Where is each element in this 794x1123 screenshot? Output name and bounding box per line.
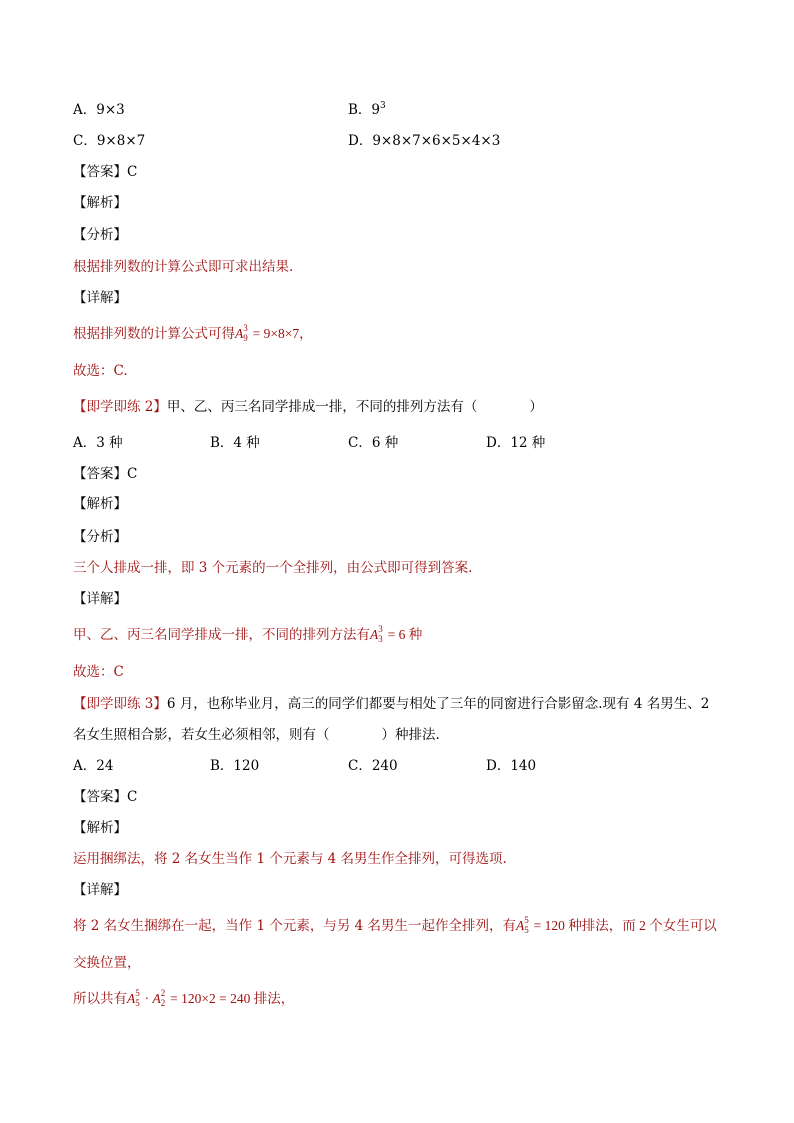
- q1-option-d: D．9×8×7×6×5×4×3: [348, 133, 501, 149]
- q1-option-c: C．9×8×7: [73, 133, 146, 149]
- q3-option-b: B．120: [210, 758, 260, 774]
- q3-detail3-sup2: 2: [160, 988, 166, 998]
- q3-detail3-a2: A: [152, 991, 161, 1006]
- q3-detail2: 交换位置，: [73, 955, 141, 971]
- q3-jiexi-text: 运用捆绑法，将 2 名女生当作 1 个元素与 4 名男生作全排列，可得选项.: [73, 851, 507, 867]
- q2-answer: 【答案】C: [73, 466, 138, 482]
- q2-formula-a: A: [370, 627, 379, 642]
- q2-formula-rhs: = 6 种: [384, 627, 423, 642]
- q2-option-d: D．12 种: [486, 435, 546, 451]
- q3-stem-line1: [73, 694, 709, 714]
- q1-option-b-base: B．9: [348, 102, 381, 118]
- q1-formula: [235, 323, 313, 343]
- q1-detail-prefix: 根据排列数的计算公式可得: [73, 326, 235, 342]
- q3-stem-line1-text: 6 月，也称毕业月，高三的同学们都要与相处了三年的同窗进行合影留念.现有 4 名男生、2: [166, 696, 710, 712]
- q3-stem-line2-text: 名女生照相合影，若女生必须相邻，则有（: [73, 727, 330, 743]
- q2-option-a: A．3 种: [73, 435, 123, 451]
- q3-stem-line2-close: ）种排法.: [381, 727, 440, 743]
- q2-stem-close: ）: [529, 399, 543, 415]
- q2-fenxi-heading: 【分析】: [73, 529, 127, 545]
- q3-detail3-sup1: 5: [135, 988, 140, 998]
- q1-formula-sup: 3: [243, 323, 248, 333]
- q3-detail1-rhs: = 120 种排法，而 2 个女生可以: [530, 918, 717, 933]
- q3-detail3-prefix: 所以共有: [73, 991, 127, 1007]
- q3-detail3-a1: A: [127, 991, 136, 1006]
- q3-detail1-sup: 5: [524, 915, 529, 925]
- q2-jiexi-heading: 【解析】: [73, 496, 127, 512]
- q2-option-c: C．6 种: [348, 435, 399, 451]
- q3-answer: 【答案】C: [73, 789, 138, 805]
- q2-formula-sup: 3: [378, 624, 383, 634]
- q1-formula-a: A: [235, 326, 244, 341]
- q1-xiangjie-heading: 【详解】: [73, 290, 127, 306]
- q2-conclusion: 故选：C: [73, 664, 124, 680]
- q3-option-c: C．240: [348, 758, 398, 774]
- q2-formula-sub: 3: [378, 634, 383, 644]
- q2-formula: [370, 624, 423, 644]
- q1-conclusion: 故选：C.: [73, 363, 128, 379]
- q3-detail3: [73, 989, 294, 1009]
- q3-detail3-dot: ·: [141, 991, 153, 1006]
- q1-detail: [73, 324, 313, 344]
- q3-jiexi-heading: 【解析】: [73, 820, 127, 836]
- q1-option-b: [348, 100, 386, 120]
- q2-xiangjie-heading: 【详解】: [73, 591, 127, 607]
- q3-stem-line2: [73, 725, 440, 745]
- q1-answer: 【答案】C: [73, 164, 138, 180]
- q2-fenxi-text: 三个人排成一排，即 3 个元素的一个全排列，由公式即可得到答案.: [73, 560, 473, 576]
- q2-tag: 【即学即练 2】: [73, 399, 167, 415]
- q3-detail1-a: A: [516, 918, 525, 933]
- q2-option-b: B．4 种: [210, 435, 260, 451]
- q3-option-d: D．140: [486, 758, 537, 774]
- q1-jiexi-heading: 【解析】: [73, 195, 127, 211]
- q2-detail: [73, 625, 422, 645]
- q3-detail3-sub1: 5: [135, 998, 140, 1008]
- q3-detail1: [73, 916, 717, 936]
- q1-option-b-exponent: 3: [380, 101, 386, 111]
- q2-detail-prefix: 甲、乙、丙三名同学排成一排，不同的排列方法有: [73, 627, 370, 643]
- q1-formula-rhs: = 9×8×7，: [249, 326, 313, 341]
- q3-xiangjie-heading: 【详解】: [73, 882, 127, 898]
- q3-detail3-formula: [127, 988, 295, 1008]
- q3-tag: 【即学即练 3】: [73, 696, 167, 712]
- q3-detail1-prefix: 将 2 名女生捆绑在一起，当作 1 个元素，与另 4 名男生一起作全排列，有: [73, 918, 517, 934]
- q3-detail1-sub: 5: [524, 925, 529, 935]
- q3-detail3-sub2: 2: [160, 998, 166, 1008]
- q1-formula-sub: 9: [243, 333, 248, 343]
- q3-detail1-formula: [516, 915, 717, 935]
- q3-detail3-rhs: = 120×2 = 240 排法，: [166, 991, 295, 1006]
- q3-option-a: A．24: [73, 758, 114, 774]
- q1-fenxi-heading: 【分析】: [73, 227, 127, 243]
- q1-option-a: A．9×3: [73, 102, 125, 118]
- q2-stem-text: 甲、乙、丙三名同学排成一排，不同的排列方法有（: [166, 399, 478, 415]
- q2-stem: [73, 397, 543, 417]
- q1-fenxi-text: 根据排列数的计算公式即可求出结果.: [73, 259, 294, 275]
